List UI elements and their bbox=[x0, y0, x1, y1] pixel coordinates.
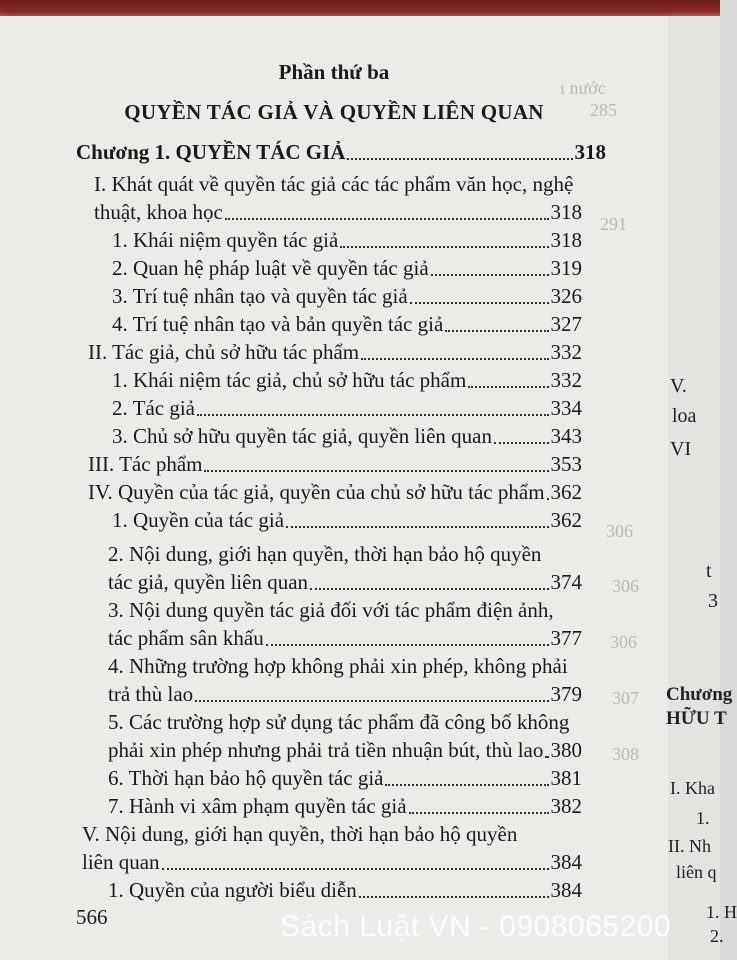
toc-entry-page: 381 bbox=[550, 766, 582, 790]
toc-entry-title: 2. Quan hệ pháp luật về quyền tác giả bbox=[112, 256, 429, 280]
right-page-fragment: I. Kha bbox=[670, 778, 715, 798]
right-page-fragment: VI bbox=[670, 438, 692, 460]
dot-leader bbox=[195, 699, 548, 702]
toc-entry-page: 382 bbox=[550, 794, 582, 818]
show-through-text: 285 bbox=[590, 100, 617, 120]
toc-entry-page: 319 bbox=[550, 256, 582, 280]
show-through-text: 306 bbox=[612, 576, 639, 596]
right-page-fragment: t bbox=[706, 560, 712, 582]
toc-entry-title: 4. Trí tuệ nhân tạo và bản quyền tác giả bbox=[112, 312, 444, 336]
toc-entry-page: 326 bbox=[550, 284, 582, 308]
toc-entry bbox=[108, 626, 582, 650]
toc-entry-page: 332 bbox=[550, 368, 582, 392]
right-page-fragment: liên q bbox=[676, 862, 717, 882]
toc-entry bbox=[112, 284, 582, 308]
toc-entry-title: 6. Thời hạn bảo hộ quyền tác giả bbox=[108, 766, 384, 790]
toc-entry-title: 7. Hành vi xâm phạm quyền tác giả bbox=[108, 794, 407, 818]
dot-leader bbox=[204, 469, 548, 472]
toc-entry-title: phải xin phép nhưng phải trả tiền nhuận bút, thù lao bbox=[108, 738, 544, 762]
toc-entry bbox=[112, 256, 582, 280]
toc-entry-page: 362 bbox=[550, 480, 582, 504]
toc-entry bbox=[112, 508, 582, 532]
dot-leader bbox=[409, 811, 549, 814]
toc-entry bbox=[88, 340, 582, 364]
toc-entry-page: 362 bbox=[550, 508, 582, 532]
toc-entry bbox=[88, 452, 582, 476]
toc-entry-page: 379 bbox=[550, 682, 582, 706]
toc-entry-title: tác giả, quyền liên quan bbox=[108, 570, 309, 594]
toc-entry-title: III. Tác phẩm bbox=[88, 452, 203, 476]
watermark-text: Sách Luật VN - 0908065200 bbox=[280, 910, 672, 943]
dot-leader bbox=[385, 783, 548, 786]
toc-entry-title: 1. Khái niệm tác giả, chủ sở hữu tác phẩm bbox=[112, 368, 467, 392]
toc-entry-title: tác phẩm sân khấu bbox=[108, 626, 264, 650]
toc-entry-title: 1. Quyền của tác giả bbox=[112, 508, 285, 532]
chapter-entry bbox=[76, 140, 606, 164]
page-number: 566 bbox=[76, 905, 108, 929]
right-page-edge bbox=[666, 16, 737, 960]
dot-leader bbox=[197, 413, 549, 416]
toc-entry bbox=[112, 228, 582, 252]
toc-entry-line: I. Khát quát về quyền tác giả các tác phẩm văn học, nghệ bbox=[94, 172, 574, 196]
toc-entry-line: 5. Các trường hợp sử dụng tác phẩm đã công bố không bbox=[108, 710, 570, 734]
dot-leader bbox=[410, 301, 549, 304]
toc-entry bbox=[112, 396, 582, 420]
left-page bbox=[0, 16, 668, 960]
toc-entry bbox=[88, 480, 582, 504]
toc-entry-page: 374 bbox=[550, 570, 582, 594]
part-title: QUYỀN TÁC GIẢ VÀ QUYỀN LIÊN QUAN bbox=[124, 100, 544, 124]
toc-entry-title: thuật, khoa học bbox=[94, 200, 223, 224]
toc-entry-title: liên quan bbox=[82, 850, 160, 874]
show-through-text: ı nước bbox=[560, 78, 606, 98]
chapter-title: Chương 1. QUYỀN TÁC GIẢ bbox=[76, 140, 346, 164]
dot-leader bbox=[266, 643, 549, 646]
toc-entry-page: 318 bbox=[550, 200, 582, 224]
toc-entry-page: 334 bbox=[550, 396, 582, 420]
toc-entry bbox=[94, 200, 582, 224]
dot-leader bbox=[547, 497, 549, 500]
right-page-fragment: HỮU T bbox=[666, 708, 727, 729]
toc-entry-page: 377 bbox=[550, 626, 582, 650]
show-through-text: 291 bbox=[600, 214, 627, 234]
toc-entry-title: IV. Quyền của tác giả, quyền của chủ sở hữu tác phẩm bbox=[88, 480, 545, 504]
toc-entry-page: 384 bbox=[550, 878, 582, 902]
toc-entry bbox=[108, 682, 582, 706]
right-page-fragment: II. Nh bbox=[668, 836, 711, 856]
toc-entry-page: 332 bbox=[550, 340, 582, 364]
toc-entry-page: 343 bbox=[550, 424, 582, 448]
toc-entry-title: trả thù lao bbox=[108, 682, 194, 706]
chapter-page: 318 bbox=[574, 140, 606, 164]
toc-entry bbox=[108, 794, 582, 818]
dot-leader bbox=[225, 217, 549, 220]
right-page-fragment: 1. H bbox=[706, 902, 737, 922]
dot-leader bbox=[468, 385, 548, 388]
toc-entry bbox=[108, 766, 582, 790]
toc-entry bbox=[112, 424, 582, 448]
toc-entry bbox=[112, 312, 582, 336]
show-through-text: 307 bbox=[612, 688, 639, 708]
toc-entry-page: 318 bbox=[550, 228, 582, 252]
toc-entry bbox=[82, 850, 582, 874]
show-through-text: 306 bbox=[606, 521, 633, 541]
toc-entry-line: 2. Nội dung, giới hạn quyền, thời hạn bảo hộ quyền bbox=[108, 542, 542, 566]
toc-entry-title: 3. Trí tuệ nhân tạo và quyền tác giả bbox=[112, 284, 408, 308]
dot-leader bbox=[361, 357, 548, 360]
dot-leader bbox=[545, 755, 548, 758]
toc-entry bbox=[108, 738, 582, 762]
toc-entry bbox=[108, 570, 582, 594]
right-page-fragment: Chương bbox=[666, 684, 733, 705]
right-page-fragment: 2. bbox=[710, 926, 724, 946]
toc-entry-page: 384 bbox=[550, 850, 582, 874]
toc-entry-page: 327 bbox=[550, 312, 582, 336]
toc-entry-title: 1. Quyền của người biểu diễn bbox=[108, 878, 357, 902]
show-through-text: 306 bbox=[610, 632, 637, 652]
toc-entry-title: II. Tác giả, chủ sở hữu tác phẩm bbox=[88, 340, 360, 364]
right-page-fragment: loa bbox=[672, 405, 697, 427]
toc-entry-title: 1. Khái niệm quyền tác giả bbox=[112, 228, 339, 252]
dot-leader bbox=[494, 441, 549, 444]
toc-entry-line: 3. Nội dung quyền tác giả đối với tác phẩm điện ảnh, bbox=[108, 598, 554, 622]
show-through-text: 308 bbox=[612, 744, 639, 764]
dot-leader bbox=[340, 245, 548, 248]
dot-leader bbox=[445, 329, 548, 332]
dot-leader bbox=[286, 525, 548, 528]
book-spine-edge bbox=[0, 0, 720, 16]
toc-entry bbox=[108, 878, 582, 902]
right-page-fragment: 1. bbox=[696, 808, 710, 828]
part-label: Phần thứ ba bbox=[278, 60, 390, 84]
dot-leader bbox=[347, 157, 572, 160]
toc-entry bbox=[112, 368, 582, 392]
toc-entry-page: 380 bbox=[550, 738, 582, 762]
right-page-fragment: 3 bbox=[708, 590, 718, 612]
right-page-fragment: V. bbox=[670, 375, 687, 397]
toc-entry-title: 2. Tác giả bbox=[112, 396, 195, 420]
dot-leader bbox=[310, 587, 548, 590]
toc-entry-page: 353 bbox=[550, 452, 582, 476]
toc-entry-line: V. Nội dung, giới hạn quyền, thời hạn bảo hộ quyền bbox=[82, 822, 518, 846]
toc-entry-title: 3. Chủ sở hữu quyền tác giả, quyền liên quan bbox=[112, 424, 492, 448]
dot-leader bbox=[431, 273, 549, 276]
dot-leader bbox=[162, 867, 549, 870]
dot-leader bbox=[359, 895, 549, 898]
toc-entry-line: 4. Những trường hợp không phải xin phép, không phải bbox=[108, 654, 568, 678]
